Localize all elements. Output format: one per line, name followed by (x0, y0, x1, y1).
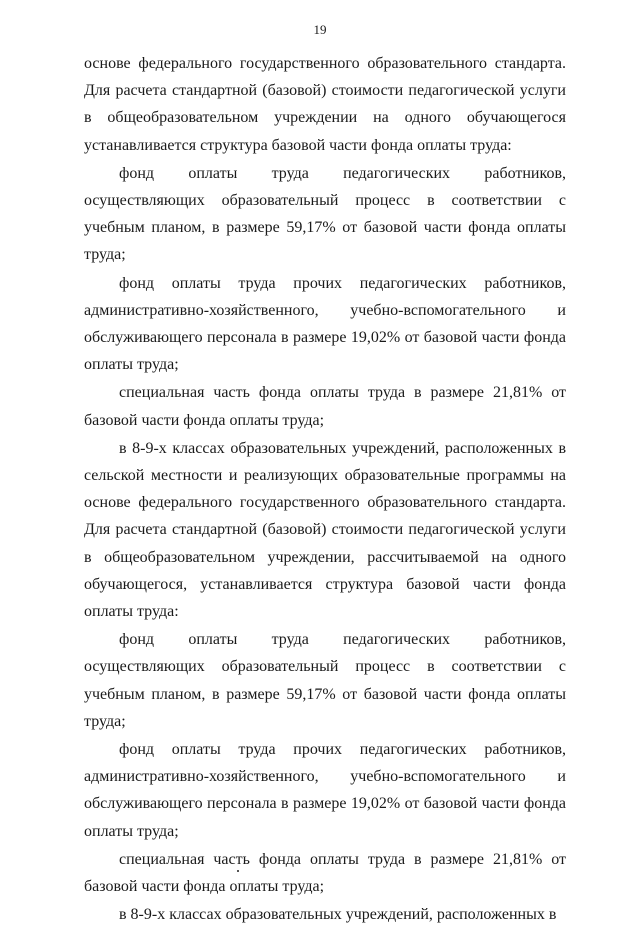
paragraph-grades-8-9-next: в 8-9-х классах образовательных учреждений, расположенных в (119, 906, 557, 924)
paragraph-special-fund-2: специальная часть фонда оплаты труда в размере 21,81% от базовой части фонда оплаты труда; (84, 850, 566, 896)
paragraph-other-staff-fund: фонд оплаты труда прочих педагогических работников, административно-хозяйственного, учебно-вспомогательного и обслуживающего персонала в размере 19,02% от базовой части фонда оплаты труда; (84, 274, 566, 374)
paragraph-other-staff-fund-2: фонд оплаты труда прочих педагогических работников, административно-хозяйственного, учебно-вспомогательного и обслуживающего персонала в размере 19,02% от базовой части фонда оплаты труда; (84, 741, 566, 840)
paragraph-teaching-staff-fund: фонд оплаты труда педагогических работников, осуществляющих образовательный процесс в соответствии с учебным планом, в размере 59,17% от базовой части фонда оплаты труда; (84, 164, 566, 264)
paragraph-continuation: основе федерального государственного образовательного стандарта. Для расчета стандартной (базовой) стоимости педагогической услуги в общеобразовательном учреждении на одного обучающегося устанавливается структура базовой части фонда оплаты труда: (84, 55, 566, 154)
paragraph-teaching-staff-fund-2: фонд оплаты труда педагогических работников, осуществляющих образовательный процесс в соответствии с учебным планом, в размере 59,17% от базовой части фонда оплаты труда; (84, 631, 566, 730)
paragraph-grades-8-9-rural: в 8-9-х классах образовательных учреждений, расположенных в сельской местности и реализующих образовательные программы на основе федерального государственного образовательного стандарта. Для расчета стандартной (базовой) стоимости педагогической услуги в общеобразовательном учреждении, рассчитываемой на одного обучающегося, устанавливается структура базовой части фонда оплаты труда: (84, 439, 566, 621)
page-number: 19 (313, 22, 327, 37)
document-body (84, 50, 566, 929)
paragraph-special-fund: специальная часть фонда оплаты труда в размере 21,81% от базовой части фонда оплаты труда; (84, 384, 566, 429)
scan-dot (237, 870, 239, 872)
